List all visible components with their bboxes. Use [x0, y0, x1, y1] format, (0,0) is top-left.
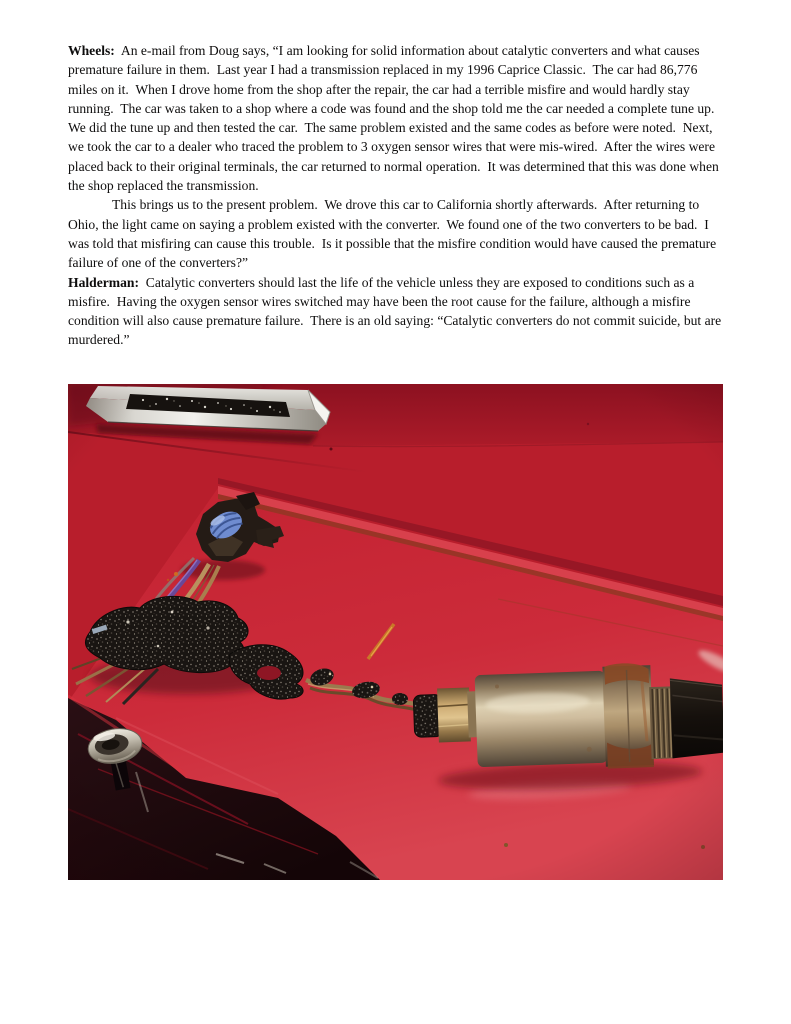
wheels-continued-text: This brings us to the present problem. We drove this car to California shortly afterwards. After returning to Ohio, the light came on saying a problem existed with the converter. We found one of the two converters to be bad. I was told that misfiring can cause this trouble. Is it possible that the misfire condition would have caused the premature failure of one of the converters?”	[68, 197, 720, 271]
speaker-label-halderman: Halderman:	[68, 274, 139, 290]
wheels-paragraph-text: An e-mail from Doug says, “I am looking for solid information about catalytic converters and what causes premature failure in them. Last year I had a transmission replaced in my 1996 Caprice Classic. The car had 86,776 miles on it. When I drove home from the shop after the repair, the car had a terrible misfire and would hardly stay running. The car was taken to a shop where a code was found and the shop told me the car needed a complete tune up. We did the tune up and then tested the car. The same problem existed and the same codes as before were noted. Next, we took the car to a dealer who traced the problem to 3 oxygen sensor wires that were mis-wired. After the wires were placed back to their original terminals, the car returned to normal operation. It was determined that this was done when the shop replaced the transmission.	[68, 43, 723, 194]
figure-photo	[68, 384, 723, 880]
speaker-label-wheels: Wheels:	[68, 43, 115, 58]
paragraph-halderman	[68, 273, 726, 350]
halderman-paragraph-text: Catalytic converters should last the life of the vehicle unless they are exposed to conditions such as a misfire. Having the oxygen sensor wires switched may have been the root cause for the failure, although a misfire condition will also cause premature failure. There is an old saying: “Catalytic converters do not commit suicide, but are murdered.”	[68, 274, 725, 348]
paragraph-wheels-continued	[68, 195, 726, 272]
article-text	[68, 41, 726, 350]
paragraph-wheels	[68, 41, 726, 195]
burned-oxygen-sensor-photo	[68, 384, 723, 880]
